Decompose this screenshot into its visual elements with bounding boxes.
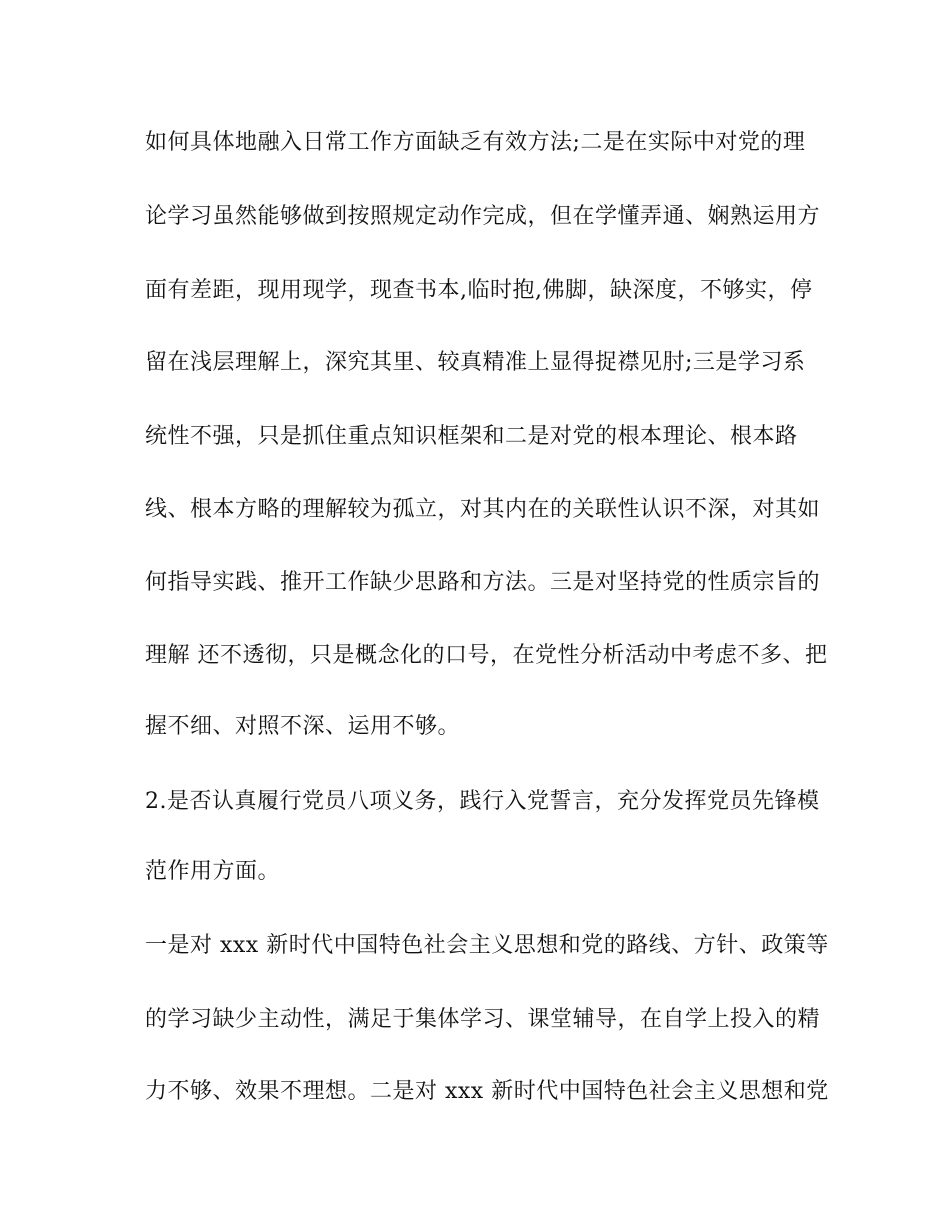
- text-line: 面有差距，现用现学，现查书本,临时抱,佛脚，缺深度，不够实，停: [145, 278, 813, 303]
- text-line: 的学习缺少主动性，满足于集体学习、课堂辅导，在自学上投入的精: [145, 1007, 821, 1032]
- text-line: 握不细、对照不深、运用不够。: [145, 714, 461, 739]
- text-line: 留在浅层理解上，深究其里、较真精准上显得捉襟见肘;三是学习系: [145, 350, 806, 375]
- text-line: 如何具体地融入日常工作方面缺乏有效方法;二是在实际中对党的理: [145, 130, 806, 155]
- text-line: 论学习虽然能够做到按照规定动作完成，但在学懂弄通、娴熟运用方: [145, 204, 821, 229]
- text-line: 统性不强，只是抓住重点知识框架和二是对党的根本理论、根本路: [145, 424, 798, 449]
- text-line: 2.是否认真履行党员八项义务，践行入党誓言，充分发挥党员先锋模: [145, 789, 820, 814]
- text-line: 理解 还不透彻，只是概念化的口号，在党性分析活动中考虑不多、把: [145, 643, 828, 668]
- text-line: 力不够、效果不理想。二是对 xxx 新时代中国特色社会主义思想和党: [145, 1079, 829, 1104]
- text-line: 一是对 xxx 新时代中国特色社会主义思想和党的路线、方针、政策等: [145, 933, 829, 958]
- text-line: 何指导实践、推开工作缺少思路和方法。三是对坚持党的性质宗旨的: [145, 570, 821, 595]
- text-line: 范作用方面。: [145, 859, 281, 884]
- text-line: 线、根本方略的理解较为孤立，对其内在的关联性认识不深，对其如: [145, 497, 821, 522]
